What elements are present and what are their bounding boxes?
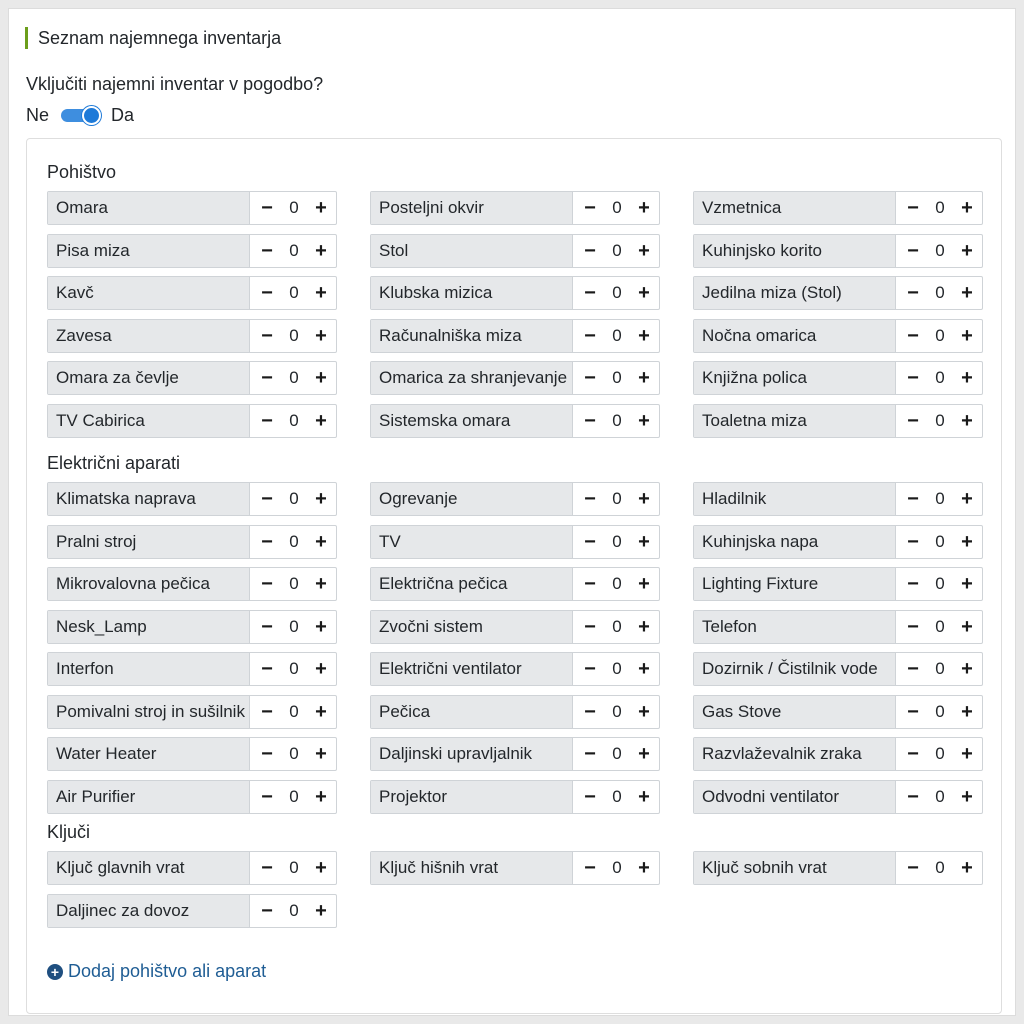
inventory-item-label: Telefon (694, 611, 896, 643)
decrement-button[interactable]: − (907, 239, 919, 262)
decrement-button[interactable]: − (584, 530, 596, 553)
inventory-item (47, 894, 337, 928)
inventory-item (370, 652, 660, 686)
inventory-item-label: Pisa miza (48, 235, 250, 267)
quantity-value: 0 (289, 410, 299, 430)
decrement-button[interactable]: − (261, 573, 273, 595)
quantity-stepper (250, 568, 336, 600)
increment-button[interactable]: + (638, 409, 650, 432)
increment-button[interactable]: + (961, 409, 973, 432)
decrement-button[interactable]: − (261, 197, 273, 219)
decrement-button[interactable]: − (907, 409, 919, 432)
quantity-stepper (573, 483, 659, 515)
inventory-item (370, 191, 660, 225)
inventory-item-label: Ključ glavnih vrat (48, 852, 250, 884)
quantity-stepper (250, 611, 336, 643)
inventory-item-label: Pomivalni stroj in sušilnik (48, 696, 250, 728)
quantity-value: 0 (612, 659, 622, 678)
toggle-on-label: Da (111, 104, 135, 125)
quantity-stepper (250, 483, 336, 515)
inventory-item (693, 652, 983, 686)
inventory-item (370, 737, 660, 771)
inventory-item (47, 695, 337, 729)
toggle-knob (82, 106, 101, 125)
quantity-value: 0 (935, 410, 945, 430)
inventory-item-label: Nesk_Lamp (48, 611, 250, 643)
decrement-button[interactable]: − (584, 700, 596, 723)
increment-button[interactable]: + (315, 282, 327, 304)
inventory-item (47, 482, 337, 516)
increment-button[interactable]: + (315, 367, 327, 389)
quantity-value: 0 (612, 701, 622, 721)
inventory-item-label: Ključ sobnih vrat (694, 852, 896, 884)
quantity-stepper (573, 526, 659, 558)
inventory-item (47, 780, 337, 814)
decrement-button[interactable]: − (261, 409, 273, 432)
quantity-stepper (573, 277, 659, 309)
quantity-stepper (896, 738, 982, 770)
increment-button[interactable]: + (961, 239, 973, 262)
quantity-stepper (896, 781, 982, 813)
decrement-button[interactable]: − (584, 857, 596, 879)
increment-button[interactable]: + (638, 488, 650, 510)
decrement-button[interactable]: − (584, 409, 596, 432)
inventory-item-label: TV Cabirica (48, 405, 250, 437)
decrement-button[interactable]: − (261, 367, 273, 389)
inventory-item-label: Razvlaževalnik zraka (694, 738, 896, 770)
decrement-button[interactable]: − (907, 573, 919, 595)
quantity-stepper (250, 526, 336, 558)
increment-button[interactable]: + (961, 857, 973, 879)
decrement-button[interactable]: − (584, 324, 596, 347)
quantity-stepper (573, 611, 659, 643)
inventory-item-label: Računalniška miza (371, 320, 573, 352)
inventory-item (47, 610, 337, 644)
decrement-button[interactable]: − (907, 324, 919, 347)
increment-button[interactable]: + (315, 409, 327, 432)
quantity-value: 0 (612, 786, 622, 806)
quantity-value: 0 (935, 616, 945, 636)
inventory-item-label: Stol (371, 235, 573, 267)
toggle-off-label: Ne (26, 104, 50, 125)
quantity-value: 0 (935, 489, 945, 508)
increment-button[interactable]: + (638, 785, 650, 808)
inventory-item (47, 361, 337, 395)
quantity-value: 0 (612, 325, 622, 345)
decrement-button[interactable]: − (261, 615, 273, 638)
quantity-stepper (250, 696, 336, 728)
increment-button[interactable]: + (638, 615, 650, 638)
increment-button[interactable]: + (315, 324, 327, 347)
decrement-button[interactable]: − (584, 197, 596, 219)
decrement-button[interactable]: − (907, 197, 919, 219)
increment-button[interactable]: + (961, 488, 973, 510)
quantity-stepper (250, 320, 336, 352)
quantity-value: 0 (935, 368, 945, 387)
decrement-button[interactable]: − (584, 367, 596, 389)
decrement-button[interactable]: − (584, 239, 596, 262)
include-inventory-toggle-row (26, 104, 134, 126)
include-inventory-toggle[interactable] (61, 106, 101, 124)
inventory-item-label: Gas Stove (694, 696, 896, 728)
increment-button[interactable]: + (961, 282, 973, 304)
quantity-value: 0 (612, 368, 622, 387)
increment-button[interactable]: + (638, 197, 650, 219)
quantity-value: 0 (935, 574, 945, 593)
inventory-item (693, 319, 983, 353)
decrement-button[interactable]: − (261, 857, 273, 879)
quantity-value: 0 (935, 198, 945, 217)
quantity-stepper (250, 235, 336, 267)
increment-button[interactable]: + (638, 239, 650, 262)
quantity-value: 0 (289, 659, 299, 678)
decrement-button[interactable]: − (261, 743, 273, 765)
inventory-item-label: Odvodni ventilator (694, 781, 896, 813)
inventory-item-label: Kuhinjska napa (694, 526, 896, 558)
quantity-stepper (896, 235, 982, 267)
inventory-item-label: Omara (48, 192, 250, 224)
inventory-item (370, 567, 660, 601)
inventory-item-label: Kavč (48, 277, 250, 309)
inventory-item (370, 404, 660, 438)
quantity-value: 0 (612, 744, 622, 763)
quantity-stepper (896, 405, 982, 437)
inventory-item-label: Zavesa (48, 320, 250, 352)
increment-button[interactable]: + (315, 899, 327, 922)
section-title-pohistvo: Pohištvo (47, 162, 117, 182)
quantity-value: 0 (289, 786, 299, 806)
add-item-label: Dodaj pohištvo ali aparat (68, 961, 267, 981)
section-title-elektricni-aparati: Električni aparati (47, 453, 181, 473)
inventory-item (47, 404, 337, 438)
increment-button[interactable]: + (315, 197, 327, 219)
increment-button[interactable]: + (638, 743, 650, 765)
increment-button[interactable]: + (638, 857, 650, 879)
decrement-button[interactable]: − (907, 367, 919, 389)
include-inventory-question: Vključiti najemni inventar v pogodbo? (26, 74, 324, 94)
inventory-item (693, 404, 983, 438)
inventory-item-label: Mikrovalovna pečica (48, 568, 250, 600)
increment-button[interactable]: + (315, 573, 327, 595)
decrement-button[interactable]: − (261, 899, 273, 922)
quantity-value: 0 (935, 701, 945, 721)
quantity-value: 0 (289, 574, 299, 593)
increment-button[interactable]: + (961, 324, 973, 347)
decrement-button[interactable]: − (584, 573, 596, 595)
plus-circle-icon: + (47, 964, 63, 980)
inventory-item-label: Klimatska naprava (48, 483, 250, 515)
inventory-item (693, 525, 983, 559)
inventory-item-label: Zvočni sistem (371, 611, 573, 643)
inventory-item-label: Omarica za shranjevanje (371, 362, 573, 394)
quantity-stepper (250, 277, 336, 309)
increment-button[interactable]: + (961, 658, 973, 680)
inventory-item (47, 567, 337, 601)
quantity-value: 0 (289, 368, 299, 387)
quantity-stepper (573, 653, 659, 685)
increment-button[interactable]: + (315, 700, 327, 723)
quantity-stepper (896, 362, 982, 394)
inventory-box (26, 138, 1002, 1014)
inventory-item-label: Posteljni okvir (371, 192, 573, 224)
quantity-stepper (250, 405, 336, 437)
quantity-stepper (896, 852, 982, 884)
increment-button[interactable]: + (961, 197, 973, 219)
inventory-item-label: Električni ventilator (371, 653, 573, 685)
quantity-stepper (573, 568, 659, 600)
increment-button[interactable]: + (315, 615, 327, 638)
quantity-value: 0 (289, 858, 299, 877)
decrement-button[interactable]: − (907, 700, 919, 723)
quantity-value: 0 (289, 744, 299, 763)
inventory-item (370, 361, 660, 395)
decrement-button[interactable]: − (261, 324, 273, 347)
inventory-item (693, 737, 983, 771)
quantity-stepper (573, 696, 659, 728)
quantity-stepper (896, 568, 982, 600)
quantity-stepper (250, 852, 336, 884)
inventory-item-label: Projektor (371, 781, 573, 813)
decrement-button[interactable]: − (261, 530, 273, 553)
inventory-item (693, 234, 983, 268)
increment-button[interactable]: + (961, 615, 973, 638)
quantity-value: 0 (612, 240, 622, 260)
inventory-item-label: Klubska mizica (371, 277, 573, 309)
decrement-button[interactable]: − (584, 282, 596, 304)
add-item-link[interactable] (47, 961, 266, 982)
decrement-button[interactable]: − (584, 658, 596, 680)
page-title: Seznam najemnega inventarja (25, 27, 281, 49)
quantity-value: 0 (935, 744, 945, 763)
decrement-button[interactable]: − (907, 615, 919, 638)
quantity-value: 0 (289, 701, 299, 721)
decrement-button[interactable]: − (584, 785, 596, 808)
inventory-item (693, 191, 983, 225)
quantity-stepper (896, 277, 982, 309)
quantity-stepper (896, 526, 982, 558)
inventory-item-label: Nočna omarica (694, 320, 896, 352)
inventory-item (370, 780, 660, 814)
decrement-button[interactable]: − (261, 239, 273, 262)
quantity-value: 0 (612, 283, 622, 302)
quantity-stepper (896, 320, 982, 352)
inventory-item (370, 695, 660, 729)
inventory-item-label: Pralni stroj (48, 526, 250, 558)
inventory-item (693, 610, 983, 644)
inventory-item-label: Water Heater (48, 738, 250, 770)
inventory-item (370, 525, 660, 559)
increment-button[interactable]: + (961, 367, 973, 389)
increment-button[interactable]: + (638, 700, 650, 723)
quantity-stepper (573, 781, 659, 813)
decrement-button[interactable]: − (907, 658, 919, 680)
inventory-item-label: Sistemska omara (371, 405, 573, 437)
inventory-item (370, 234, 660, 268)
decrement-button[interactable]: − (907, 282, 919, 304)
decrement-button[interactable]: − (261, 658, 273, 680)
section-title-kljuci: Ključi (47, 822, 91, 842)
decrement-button[interactable]: − (907, 530, 919, 553)
decrement-button[interactable]: − (907, 785, 919, 808)
inventory-item (47, 737, 337, 771)
inventory-item (370, 851, 660, 885)
quantity-stepper (250, 192, 336, 224)
decrement-button[interactable]: − (584, 615, 596, 638)
quantity-value: 0 (289, 489, 299, 508)
inventory-item (693, 567, 983, 601)
quantity-value: 0 (935, 531, 945, 551)
quantity-value: 0 (612, 410, 622, 430)
section-items (47, 482, 983, 814)
decrement-button[interactable]: − (261, 488, 273, 510)
quantity-stepper (573, 192, 659, 224)
increment-button[interactable]: + (961, 700, 973, 723)
inventory-item (47, 234, 337, 268)
quantity-value: 0 (935, 240, 945, 260)
inventory-item (693, 695, 983, 729)
decrement-button[interactable]: − (584, 743, 596, 765)
quantity-value: 0 (612, 531, 622, 551)
quantity-stepper (896, 611, 982, 643)
inventory-item (693, 482, 983, 516)
inventory-item (693, 780, 983, 814)
inventory-item-label: Ogrevanje (371, 483, 573, 515)
quantity-stepper (573, 235, 659, 267)
increment-button[interactable]: + (638, 367, 650, 389)
inventory-item (47, 525, 337, 559)
quantity-stepper (896, 653, 982, 685)
quantity-value: 0 (935, 858, 945, 877)
inventory-item-label: Kuhinjsko korito (694, 235, 896, 267)
decrement-button[interactable]: − (584, 488, 596, 510)
increment-button[interactable]: + (315, 530, 327, 553)
inventory-item (693, 276, 983, 310)
quantity-stepper (896, 696, 982, 728)
increment-button[interactable]: + (638, 658, 650, 680)
quantity-value: 0 (612, 489, 622, 508)
quantity-value: 0 (935, 786, 945, 806)
quantity-stepper (573, 738, 659, 770)
inventory-item-label: Dozirnik / Čistilnik vode (694, 653, 896, 685)
inventory-item-label: Air Purifier (48, 781, 250, 813)
increment-button[interactable]: + (638, 282, 650, 304)
inventory-item (370, 276, 660, 310)
quantity-value: 0 (612, 858, 622, 877)
inventory-item-label: Jedilna miza (Stol) (694, 277, 896, 309)
decrement-button[interactable]: − (261, 282, 273, 304)
inventory-item (370, 482, 660, 516)
quantity-stepper (573, 405, 659, 437)
quantity-value: 0 (289, 900, 299, 920)
quantity-value: 0 (935, 283, 945, 302)
inventory-item-label: Pečica (371, 696, 573, 728)
increment-button[interactable]: + (638, 324, 650, 347)
decrement-button[interactable]: − (907, 857, 919, 879)
quantity-value: 0 (289, 198, 299, 217)
quantity-stepper (573, 362, 659, 394)
quantity-stepper (896, 483, 982, 515)
quantity-stepper (896, 192, 982, 224)
increment-button[interactable]: + (638, 530, 650, 553)
inventory-item (370, 610, 660, 644)
increment-button[interactable]: + (315, 857, 327, 879)
increment-button[interactable]: + (315, 785, 327, 808)
inventory-item (47, 652, 337, 686)
increment-button[interactable]: + (315, 488, 327, 510)
increment-button[interactable]: + (315, 743, 327, 765)
quantity-value: 0 (935, 659, 945, 678)
quantity-stepper (250, 362, 336, 394)
inventory-item-label: Daljinec za dovoz (48, 895, 250, 927)
inventory-item (47, 276, 337, 310)
inventory-item-label: Toaletna miza (694, 405, 896, 437)
section-items (47, 191, 983, 438)
inventory-item-label: Lighting Fixture (694, 568, 896, 600)
increment-button[interactable]: + (961, 785, 973, 808)
quantity-stepper (250, 781, 336, 813)
increment-button[interactable]: + (961, 743, 973, 765)
quantity-value: 0 (935, 325, 945, 345)
quantity-value: 0 (612, 616, 622, 636)
inventory-item (47, 319, 337, 353)
decrement-button[interactable]: − (907, 743, 919, 765)
increment-button[interactable]: + (961, 573, 973, 595)
quantity-stepper (250, 738, 336, 770)
inventory-item (47, 191, 337, 225)
quantity-value: 0 (612, 574, 622, 593)
inventory-item-label: Knjižna polica (694, 362, 896, 394)
inventory-item (47, 851, 337, 885)
decrement-button[interactable]: − (261, 700, 273, 723)
increment-button[interactable]: + (638, 573, 650, 595)
inventory-item-label: Ključ hišnih vrat (371, 852, 573, 884)
quantity-value: 0 (289, 240, 299, 260)
decrement-button[interactable]: − (907, 488, 919, 510)
increment-button[interactable]: + (961, 530, 973, 553)
inventory-panel (8, 8, 1016, 1016)
quantity-stepper (573, 852, 659, 884)
inventory-item-label: Vzmetnica (694, 192, 896, 224)
increment-button[interactable]: + (315, 658, 327, 680)
inventory-item-label: Interfon (48, 653, 250, 685)
decrement-button[interactable]: − (261, 785, 273, 808)
inventory-item-label: Električna pečica (371, 568, 573, 600)
quantity-value: 0 (612, 198, 622, 217)
section-items (47, 851, 983, 928)
quantity-stepper (250, 895, 336, 927)
inventory-item-label: Hladilnik (694, 483, 896, 515)
inventory-item (370, 319, 660, 353)
inventory-item-label: TV (371, 526, 573, 558)
inventory-item-label: Daljinski upravljalnik (371, 738, 573, 770)
quantity-stepper (573, 320, 659, 352)
quantity-value: 0 (289, 283, 299, 302)
inventory-item-label: Omara za čevlje (48, 362, 250, 394)
inventory-item (693, 851, 983, 885)
quantity-value: 0 (289, 531, 299, 551)
quantity-stepper (250, 653, 336, 685)
quantity-value: 0 (289, 616, 299, 636)
increment-button[interactable]: + (315, 239, 327, 262)
quantity-value: 0 (289, 325, 299, 345)
inventory-item (693, 361, 983, 395)
